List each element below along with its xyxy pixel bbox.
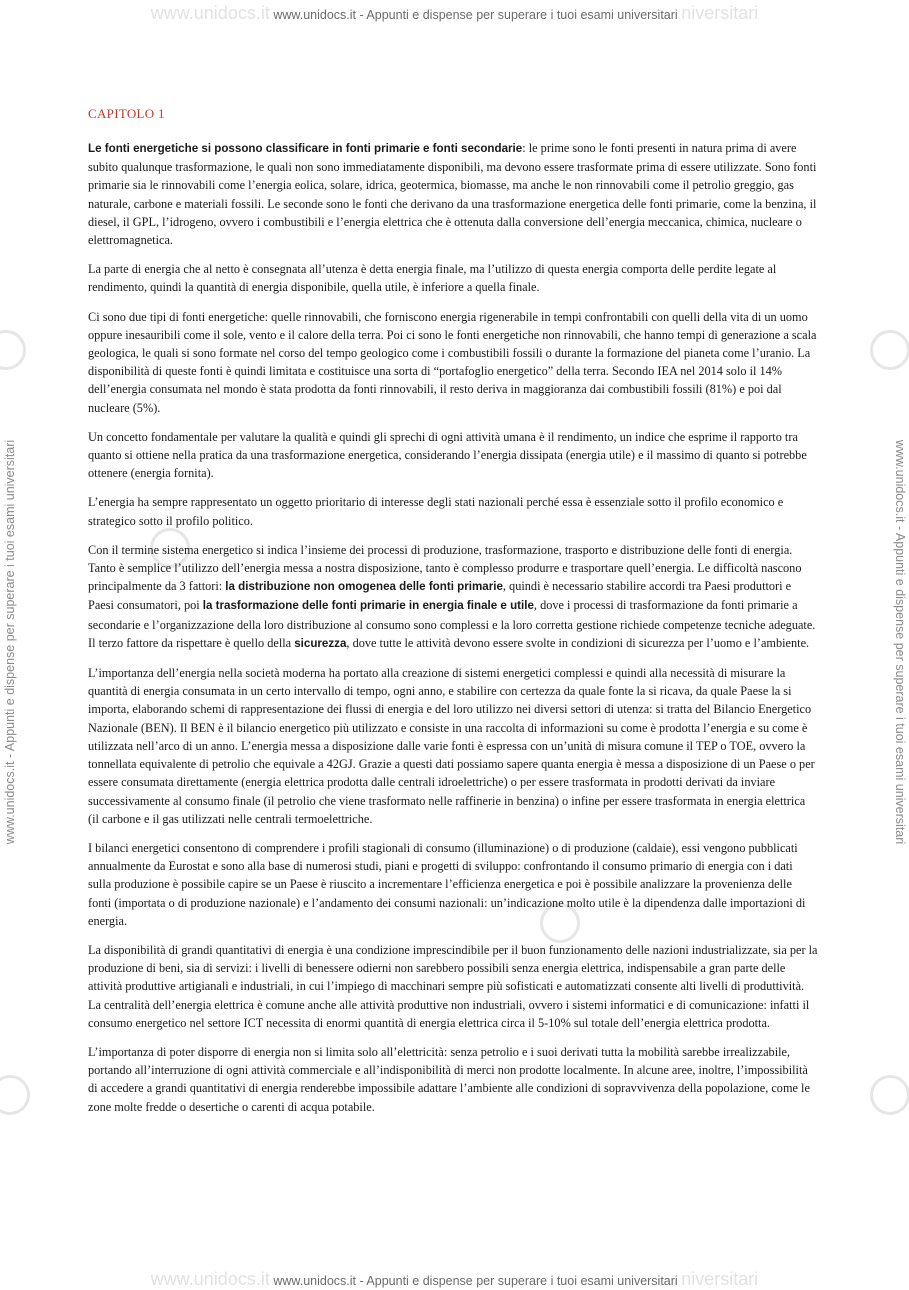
chapter-title: CAPITOLO 1 bbox=[88, 106, 165, 121]
paragraph-4: Un concetto fondamentale per valutare la qualità e quindi gli sprechi di ogni attività umana è il rendimento, un indice che esprime il rapporto tra quanto si ottiene nella pratica da una trasformazione energetica, considerando l’energia dissipata (energia utile) e il massimo di quanto si potrebbe ottenere (energia fornita). bbox=[88, 429, 807, 481]
bold-phrase: la trasformazione delle fonti primarie in energia finale e utile bbox=[202, 599, 534, 613]
watermark-ghost-text: www.unidocs.it bbox=[150, 1269, 270, 1289]
bold-phrase: la distribuzione non omogenea delle fonti primarie bbox=[225, 580, 503, 594]
paragraph-8: I bilanci energetici consentono di comprendere i profili stagionali di consumo (illuminazione) o di produzione (caldaie), essi vengono pubblicati annualmente da Eurostat e sono alla base di numerosi studi, piani e progetti di sviluppo: confrontando il consumo primario di energia con i dati sulla produzione è possibile capire se un Paese è riuscito a incrementare l’efficienza energetica e poi è possibile analizzare la provenienza delle fonti (importata o di produzione nazionale) e l’andamento dei consumi nazionali: un’indicazione molto utile è la dipendenza dalle importazioni di energia. bbox=[88, 840, 806, 928]
paragraph-3: Ci sono due tipi di fonti energetiche: quelle rinnovabili, che forniscono energia rigenerabile in tempi confrontabili con quelli della vita di un uomo oppure inesauribili come il sole, vento e il calore della terra. Poi ci sono le fonti energetiche non rinnovabili, che hanno tempi di generazione a scala geologica, le quali si sono formate nel corso del tempo geologico come i combustibili fossili o durante la formazione del pianeta come l’uranio. La disponibilità di queste fonti è quindi limitata e costituisce una sorta di “portafoglio energetico” della terra. Secondo IEA nel 2014 solo il 14% dell’energia consumata nel mondo è stata prodotta da fonti rinnovabili, il resto deriva in maggioranza dai combustibili fossili (81%) e poi dal nucleare (5%). bbox=[88, 309, 817, 415]
unidocs-logo-icon bbox=[0, 1075, 30, 1115]
bold-phrase: Le fonti energetiche si possono classificare in fonti primarie e fonti secondarie bbox=[88, 142, 523, 155]
paragraph-text: , dove i processi di trasformazione da fonti primarie a secondarie e l’organizzazione della loro distribuzione al consumo sono complessi e la loro corretta gestione richiede competenze tecniche adeguate. Il terzo fattore da rispettare è quello della bbox=[88, 598, 816, 650]
document-page bbox=[88, 106, 818, 1127]
unidocs-logo-icon bbox=[870, 330, 909, 370]
paragraph-text: : le prime sono le fonti presenti in natura prima di avere subito qualunque trasformazione, le quali non sono immediatamente disponibili, ma devono essere trasformate prima di essere utilizzate. Sono fonti primarie sia le rinnovabili come l’energia eolica, solare, idrica, geotermica, biomasse, ma anche le non rinnovabili come il petrolio greggio, gas naturale, carbone e materiali fossili. Le seconde sono le fonti che derivano da una trasformazione energetica delle fonti primarie, come la benzina, il diesel, il GPL, l’idrogeno, ovvero i combustibili e l’energia elettrica che è ottenuta dalla conversione dell’energia meccanica, chimica, nucleare o elettromagnetica. bbox=[88, 141, 817, 248]
paragraph-1 bbox=[88, 139, 818, 249]
watermark-ghost-text: niversitari bbox=[681, 1269, 759, 1289]
paragraph-text: , quindi è necessario stabilire accordi tra Paesi produttori e Paesi consumatori, poi bbox=[88, 579, 792, 613]
paragraph-10: L’importanza di poter disporre di energia non si limita solo all’elettricità: senza petrolio e i suoi derivati tutta la mobilità sarebbe irrealizzabile, portando all’interruzione di ogni attività commerciale e all’indisponibilità di merci non prodotte localmente. In alcune aree, inoltre, l’impossibilità di accedere a grandi quantitativi di energia renderebbe impossibile adattare l’ambiente alle condizioni di sopravvivenza della popolazione, come le zone molte fredde o desertiche o carenti di acqua potabile. bbox=[88, 1044, 810, 1114]
watermark-banner-text: www.unidocs.it - Appunti e dispense per superare i tuoi esami universitari bbox=[273, 1274, 678, 1288]
watermark-ghost-text: niversitari bbox=[681, 3, 759, 23]
watermark-banner-bottom bbox=[0, 1269, 909, 1290]
paragraph-5: L’energia ha sempre rappresentato un oggetto prioritario di interesse degli stati nazionali perché essa è essenziale sotto il profilo economico e strategico sotto il profilo politico. bbox=[88, 495, 784, 528]
paragraph-9: La disponibilità di grandi quantitativi di energia è una condizione imprescindibile per il buon funzionamento delle nazioni industrializzate, sia per la produzione di beni, sia di servizi: i livelli di benessere odierni non sarebbero possibili senza energia elettrica, indispensabile a gran parte delle attività produttive artigianali e industriali, in cui l’impiego di macchinari sempre più sofisticati e automatizzati consente alti livelli di produttività. La centralità dell’energia elettrica è comune anche alle attività produttive non industriali, ovvero i sistemi informatici e di comunicazione: infatti il consumo energetico nel settore ICT necessita di enormi quantità di energia elettrica circa il 5-10% sul totale dell’energia elettrica prodotta. bbox=[88, 942, 818, 1030]
paragraph-6 bbox=[88, 541, 818, 653]
watermark-banner-top bbox=[0, 3, 909, 24]
watermark-side-right: www.unidocs.it - Appunti e dispense per superare i tuoi esami universitari bbox=[893, 439, 907, 845]
watermark-banner-text: www.unidocs.it - Appunti e dispense per superare i tuoi esami universitari bbox=[273, 8, 678, 22]
unidocs-logo-icon bbox=[870, 1075, 909, 1115]
paragraph-text: , dove tutte le attività devono essere svolte in condizioni di sicurezza per l’uomo e l’ambiente. bbox=[346, 635, 810, 650]
paragraph-2: La parte di energia che al netto è consegnata all’utenza è detta energia finale, ma l’utilizzo di questa energia comporta delle perdite legate al rendimento, quindi la quantità di energia disponibile, quella utile, è inferiore a quella finale. bbox=[88, 262, 777, 295]
unidocs-logo-icon bbox=[0, 330, 26, 370]
watermark-side-left: www.unidocs.it - Appunti e dispense per superare i tuoi esami universitari bbox=[3, 439, 17, 845]
paragraph-text: Con il termine sistema energetico si indica l’insieme dei processi di produzione, trasformazione, trasporto e distribuzione delle fonti di energia. Tanto è semplice l’utilizzo dell’energia messa a nostra disposizione, tanto è complesso produrre e trasportare quell’energia. Le difficoltà nascono principalmente da 3 fattori: bbox=[88, 542, 802, 594]
bold-phrase: sicurezza bbox=[294, 636, 347, 650]
paragraph-7: L’importanza dell’energia nella società moderna ha portato alla creazione di sistemi energetici complessi e quindi alla necessità di misurare la quantità di energia consumata in un certo intervallo di tempo, ogni anno, e stabilire con certezza da quale fonte la si ricava, da quale Paese la si importa, elaborando schemi di rappresentazione dei flussi di energia e del loro utilizzo nei diversi settori di utenza: si tratta del Bilancio Energetico Nazionale (BEN). Il BEN è il bilancio energetico più utilizzato e consiste in una raccolta di informazioni su come è prodotta l’energia e su come è utilizzata nell’arco di un anno. L’energia messa a disposizione dalle varie fonti è espressa con un’unità di misura comune il TEP o TOE, ovvero la tonnellata equivalente di petrolio che equivale a 42GJ. Grazie a questi dati possiamo sapere quanta energia è messa a disposizione di un Paese o per essere consumata direttamente (energia elettrica prodotta dalle centrali idroelettriche) o per essere trasformata in prodotti derivati da inviare successivamente al consumo finale (il petrolio che viene trasformato nelle raffinerie in benzina) o infine per essere trasformata in energia elettrica (il carbone e il gas utilizzati nelle centrali termoelettriche. bbox=[88, 666, 815, 826]
watermark-ghost-text: www.unidocs.it bbox=[150, 3, 270, 23]
